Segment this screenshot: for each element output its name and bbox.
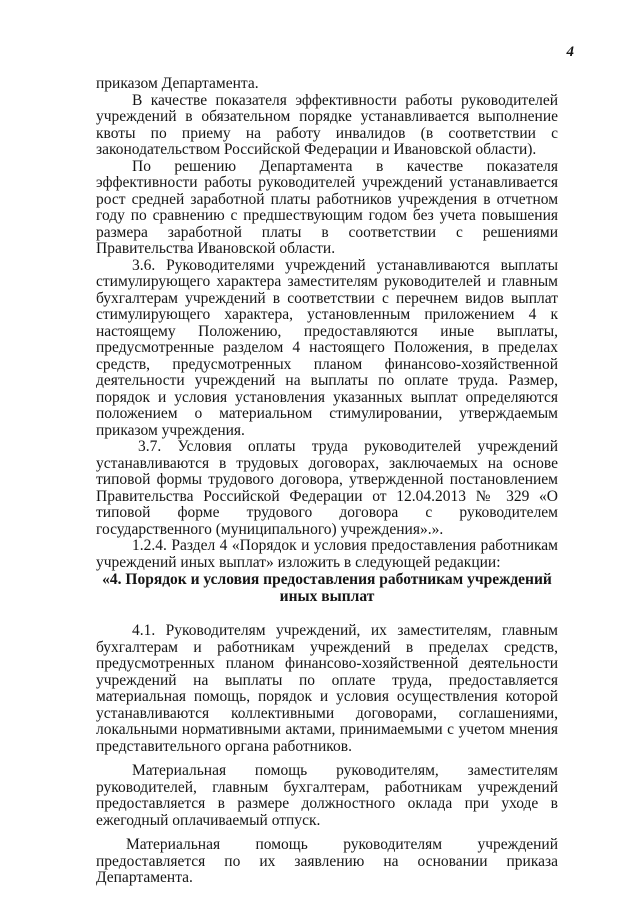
paragraph-3-6: 3.6. Руководителями учреждений устанавливаются выплаты стимулирующего характера заместителям руководителей и главным бухгалтерам учреждений в соответствии с перечнем видов выплат стимулирующего характера, установленным приложением 4 к настоящему Положению, предоставляются иные выплаты, предусмотренные разделом 4 настоящего Положения, в пределах средств, предусмотренных планом финансово-хозяйственной деятельности учреждений на выплаты по оплате труда. Размер, порядок и условия установления указанных выплат определяются положением о материальном стимулировании, утверждаемым приказом учреждения.: [96, 256, 558, 439]
paragraph-salary-growth: По решению Департамента в качестве показателя эффективности работы руководителей учреждений устанавливается рост средней заработной платы работников учреждения в отчетном году по сравнению с предшествующим годом без учета повышения размера заработной платы в соответствии с решениями Правительства Ивановской области.: [96, 157, 558, 257]
document-body: [96, 76, 558, 887]
section-heading: «4. Порядок и условия предоставления работникам учреждений иных выплат: [102, 571, 552, 605]
paragraph-1-2-4: 1.2.4. Раздел 4 «Порядок и условия предоставления работникам учреждений иных выплат» изложить в следующей редакции:: [96, 537, 558, 571]
paragraph-continuation: приказом Департамента.: [96, 75, 259, 92]
paragraph-quota-indicator: В качестве показателя эффективности работы руководителей учреждений в обязательном порядке устанавливается выполнение квоты по приему на работу инвалидов (в соответствии с законодательством Российской Федерации и Ивановской области).: [96, 91, 558, 158]
paragraph-material-aid-size: Материальная помощь руководителям, заместителям руководителей, главным бухгалтерам, работникам учреждений предоставляется в размере должностного оклада при уходе в ежегодный оплачиваемый отпуск.: [96, 762, 558, 829]
page-number: 4: [566, 44, 574, 60]
paragraph-4-1: 4.1. Руководителям учреждений, их заместителям, главным бухгалтерам и работникам учреждений в пределах средств, предусмотренных планом финансово-хозяйственной деятельности учреждений на выплаты по оплате труда, предоставляется материальная помощь, порядок и условия осуществления которой устанавливаются коллективными договорами, соглашениями, локальными нормативными актами, принимаемыми с учетом мнения представительного органа работников.: [96, 622, 558, 755]
paragraph-material-aid-order: Материальная помощь руководителям учреждений предоставляется по их заявлению на основании приказа Департамента.: [96, 836, 558, 886]
paragraph-3-7: 3.7. Условия оплаты труда руководителей учреждений устанавливаются в трудовых договорах, заключаемых на основе типовой формы трудового договора, утвержденной постановлением Правительства Российской Федерации от 12.04.2013 № 329 «О типовой форме трудового договора с руководителем государственного (муниципального) учреждения».».: [96, 438, 558, 538]
